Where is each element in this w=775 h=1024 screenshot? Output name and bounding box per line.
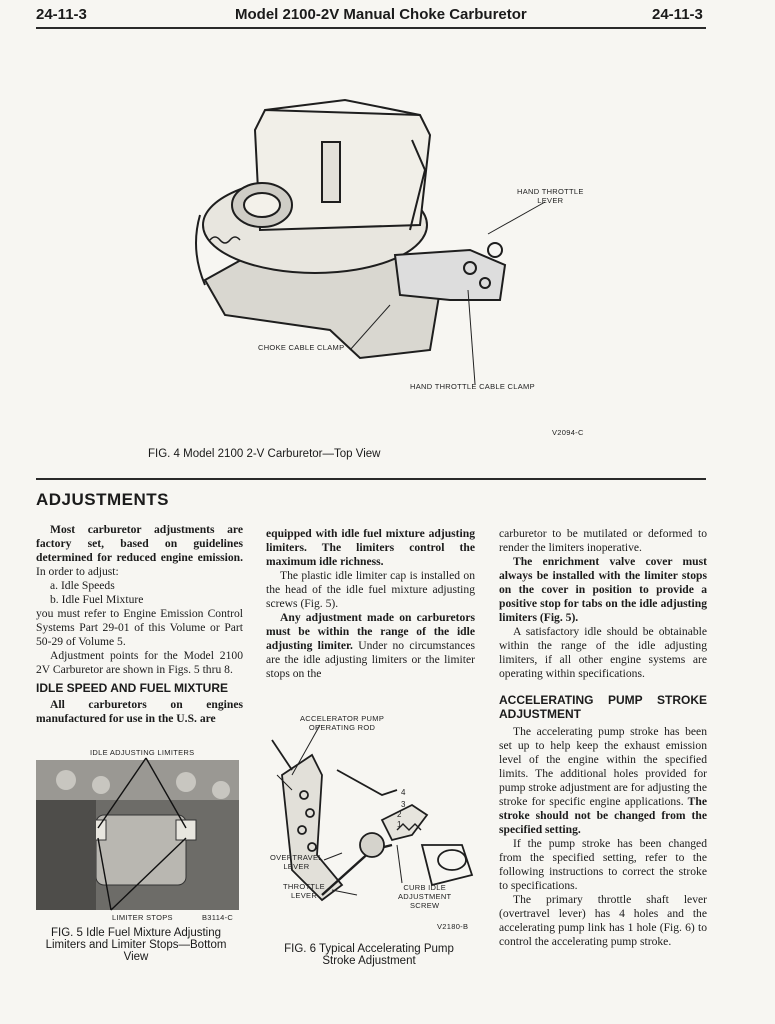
figure6-code: V2180-B [437,922,469,931]
reference-paragraph: you must refer to Engine Emission Control Systems Part 29-01 of this Volume or Part 50-29 of Volume 5. [36,607,243,648]
page-number-right: 24-11-3 [652,6,703,23]
figure6-caption: FIG. 6 Typical Accelerating Pump Stroke Adjustment [284,943,454,967]
pump-stroke-paragraph-2: If the pump stroke has been changed from the specified setting, refer to the following instructions to correct the stroke to specifications. [499,836,707,892]
figure6-rod-label: ACCELERATOR PUMP OPERATING ROD [300,714,385,732]
hole-number-1: 1 [397,820,402,829]
section-rule [36,478,706,480]
figure4-code: V2094-C [552,428,584,437]
pump-stroke-paragraph-3: The primary throttle shaft lever (overtravel lever) has 4 holes and the accelerating pump link has 1 hole (Fig. 6) to control the accelerating pump stroke. [499,892,707,948]
pump-stroke-bold: The stroke should not be changed from the specified setting. [499,794,708,836]
intro-rest: In order to adjust: [36,565,119,578]
section-title: ADJUSTMENTS [36,490,170,509]
any-adjustment-rest: Under no circumstances are the idle adjusting limiters or the limiter stops on the [266,639,475,680]
figure5-caption: FIG. 5 Idle Fuel Mixture Adjusting Limiters and Limiter Stops—Bottom View [45,927,227,963]
column-1 [36,523,243,726]
choke-cable-clamp-label: CHOKE CABLE CLAMP [258,343,345,352]
pump-stroke-text: The accelerating pump stroke has been set up to help keep the exhaust emission level of the engine within the specified limits. The additional holes provided for pump stroke adjustment are for adjusting the stroke for specific engine applications. [499,724,707,808]
column-2 [266,527,475,681]
figure6-overtravel-label: OVERTRAVEL LEVER [270,853,323,871]
column-3 [499,527,707,949]
enrichment-paragraph [499,555,707,625]
intro-paragraph [36,523,243,579]
list-item-a: a. Idle Speeds [50,579,115,592]
figure6-throttle-label: THROTTLE LEVER [283,882,325,900]
page-title: Model 2100-2V Manual Choke Carburetor [235,6,527,23]
figure6-curb-idle-label: CURB IDLE ADJUSTMENT SCREW [398,883,452,910]
all-carburetors-paragraph [36,698,243,726]
list-item-b: b. Idle Fuel Mixture [50,593,144,606]
idle-speed-heading: IDLE SPEED AND FUEL MIXTURE [36,681,229,695]
pump-stroke-paragraph-1 [499,725,707,837]
all-carburetors-bold: All carburetors on engines manufactured for use in the U.S. are [36,698,243,726]
mutilated-paragraph: carburetor to be mutilated or deformed to render the limiters inoperative. [499,527,707,554]
limiters-bold: equipped with idle fuel mixture adjusting limiters. The limiters control the maximum idle richness. [266,527,475,568]
figure5-top-label: IDLE ADJUSTING LIMITERS [90,748,195,757]
hand-throttle-cable-clamp-label: HAND THROTTLE CABLE CLAMP [410,382,535,391]
any-adjustment-paragraph [266,611,475,681]
page-number-left: 24-11-3 [36,6,87,23]
accelerating-pump-heading: ACCELERATING PUMP STROKE ADJUSTMENT [499,693,707,722]
figure5-bottom-label: LIMITER STOPS [112,913,173,922]
hole-number-2: 2 [397,810,402,819]
figure5-code: B3114-C [202,913,234,922]
intro-bold: Most carburetor adjustments are factory set, based on guidelines determined for reduced engine emission. [36,523,243,564]
satisfactory-idle-paragraph: A satisfactory idle should be obtainable within the range of the idle adjusting limiters, if all other engine systems are operating within specifications. [499,625,707,680]
hole-number-3: 3 [401,800,406,809]
hand-throttle-lever-label: HAND THROTTLE LEVER [517,187,584,205]
any-adjustment-bold: Any adjustment made on carburetors must be within the range of the idle adjusting limiter. [266,611,475,652]
idle-limiters-photo [36,760,239,910]
hole-number-4: 4 [401,788,406,797]
plastic-cap-paragraph: The plastic idle limiter cap is installed on the head of the idle fuel mixture adjusting screws (Fig. 5). [266,569,475,610]
carburetor-top-view-illustration [0,0,775,470]
limiters-paragraph [266,527,475,569]
enrichment-bold: The enrichment valve cover must always be installed with the limiter stops on the cover in position to provide a positive stop for tabs on the idle adjusting limiters (Fig. 5). [499,555,707,624]
figure4-caption: FIG. 4 Model 2100 2-V Carburetor—Top View [148,448,381,460]
adjustment-points-paragraph: Adjustment points for the Model 2100 2V Carburetor are shown in Figs. 5 thru 8. [36,649,243,676]
